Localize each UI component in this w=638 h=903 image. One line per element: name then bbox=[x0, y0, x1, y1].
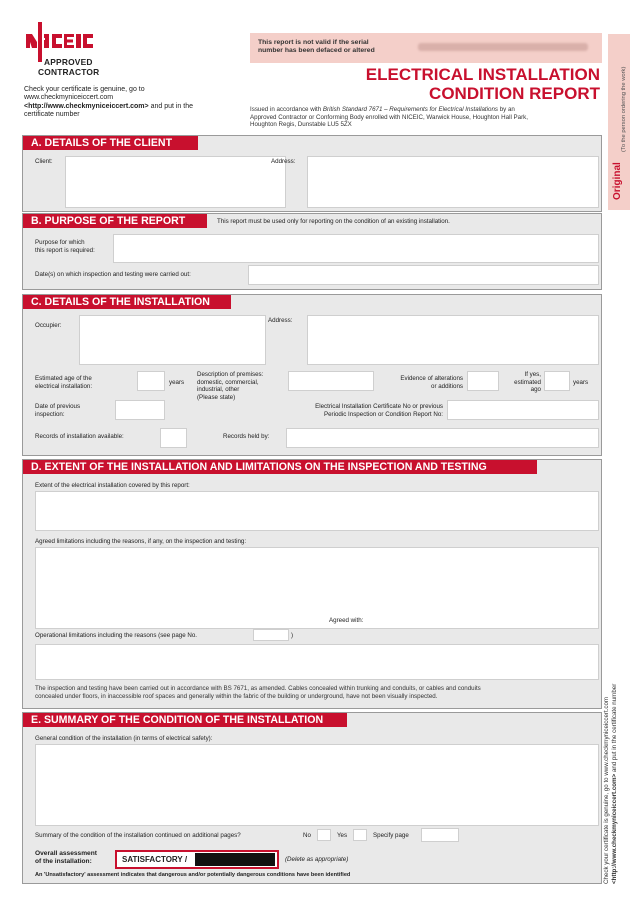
overall-assessment-label bbox=[35, 850, 97, 866]
certificate-number-line1: Electrical Installation Certificate No or previous bbox=[315, 403, 443, 410]
installation-address-label: Address: bbox=[268, 317, 293, 324]
serial-notice-line1: This report is not valid if the serial bbox=[258, 39, 369, 46]
installation-address-field[interactable] bbox=[307, 315, 599, 365]
premises-description-label bbox=[197, 371, 263, 401]
genuine-check-line2: www.checkmyniceiccert.com bbox=[24, 94, 114, 102]
overall-assessment-line2: of the installation: bbox=[35, 858, 92, 865]
age-label bbox=[35, 375, 92, 390]
alterations-field[interactable] bbox=[467, 371, 499, 391]
agreed-limitations-label: Agreed limitations including the reasons, if any, on the inspection and testing: bbox=[35, 538, 247, 545]
side-check-link[interactable]: <http://www.checkmyniceiccert.com> bbox=[610, 773, 618, 884]
alterations-age-field[interactable] bbox=[544, 371, 570, 391]
client-address-label: Address: bbox=[271, 158, 296, 165]
age-label-line2: electrical installation: bbox=[35, 382, 93, 390]
alterations-years-label: years bbox=[573, 379, 589, 386]
section-extent bbox=[22, 459, 602, 709]
inspection-statement bbox=[35, 685, 601, 700]
assessment-field[interactable] bbox=[115, 850, 279, 869]
purpose-note: This report must be used only for reporting on the condition of an existing installation. bbox=[217, 218, 450, 225]
inspection-statement-line1: The inspection and testing have been carried out in accordance with BS 7671, as amended. Cables concealed within trunking and conduits, or cables and conduits bbox=[35, 685, 481, 692]
previous-inspection-line1: Date of previous bbox=[35, 403, 81, 410]
section-purpose-header: B. PURPOSE OF THE REPORT bbox=[23, 214, 207, 228]
specify-page-field[interactable] bbox=[421, 828, 459, 842]
genuine-check-text bbox=[24, 86, 234, 120]
extent-field[interactable] bbox=[35, 491, 599, 531]
client-field[interactable] bbox=[65, 156, 286, 208]
age-years-label: years bbox=[169, 379, 185, 386]
extent-label: Extent of the electrical installation covered by this report: bbox=[35, 482, 190, 489]
unsatisfactory-redacted bbox=[195, 853, 275, 866]
genuine-check-link[interactable]: <http://www.checkmyniceiccert.com> bbox=[24, 102, 149, 110]
issued-statement bbox=[250, 106, 602, 129]
previous-inspection-line2: inspection: bbox=[35, 410, 65, 418]
premises-description-line2: domestic, commercial, bbox=[197, 378, 259, 386]
genuine-check-line4: certificate number bbox=[24, 111, 80, 119]
records-available-label: Records of installation available: bbox=[35, 433, 124, 440]
issued-line2: Approved Contractor or Conforming Body enrolled with NICEIC, Warwick House, Houghton Hall Park, bbox=[250, 113, 528, 121]
alterations-age-line2: estimated bbox=[514, 378, 541, 386]
serial-notice-line2: number has been defaced or altered bbox=[258, 47, 375, 54]
purpose-label-line1: Purpose for which bbox=[35, 239, 85, 246]
premises-description-line4: (Please state) bbox=[197, 393, 236, 401]
alterations-age-label bbox=[499, 371, 541, 394]
title-line2: CONDITION REPORT bbox=[429, 84, 600, 103]
occupier-field[interactable] bbox=[79, 315, 266, 365]
alterations-label-line1: Evidence of alterations bbox=[400, 375, 463, 382]
section-client-header: A. DETAILS OF THE CLIENT bbox=[23, 136, 198, 150]
agreed-with-label: Agreed with: bbox=[329, 617, 364, 624]
specify-page-label: Specify page bbox=[373, 832, 409, 839]
continued-no-checkbox[interactable] bbox=[317, 829, 331, 841]
premises-description-line1: Description of premises: bbox=[197, 371, 264, 378]
niceic-logo bbox=[24, 22, 126, 62]
client-label: Client: bbox=[35, 158, 53, 165]
contractor-label: CONTRACTOR bbox=[38, 67, 100, 77]
purpose-field[interactable] bbox=[113, 234, 599, 263]
inspection-statement-line2: concealed under floors, in inaccessible roof spaces and generally within the fabric of the building or underground, have not been visually inspected. bbox=[35, 692, 438, 700]
operational-close-paren: ) bbox=[291, 632, 294, 639]
certificate-number-label bbox=[271, 403, 443, 418]
side-check-text bbox=[603, 684, 618, 884]
records-available-field[interactable] bbox=[160, 428, 187, 448]
side-check-line1: Check your certificate is genuine, go to www.checkmyniceiccert.com bbox=[603, 696, 610, 884]
records-held-label: Records held by: bbox=[223, 433, 270, 440]
delete-as-appropriate: (Delete as appropriate) bbox=[285, 856, 349, 863]
section-installation bbox=[22, 294, 602, 456]
alterations-age-line1: If yes, bbox=[524, 371, 541, 378]
original-note: (To the person ordering the work) bbox=[621, 66, 627, 152]
section-summary bbox=[22, 712, 602, 884]
premises-description-line3: industrial, other bbox=[197, 386, 240, 394]
original-sidebar bbox=[608, 34, 630, 210]
agreed-limitations-field[interactable] bbox=[35, 547, 599, 629]
alterations-age-line3: ago bbox=[530, 386, 541, 394]
certificate-number-field[interactable] bbox=[447, 400, 599, 420]
section-purpose bbox=[22, 213, 602, 290]
overall-assessment-line1: Overall assessment bbox=[35, 850, 97, 857]
purpose-label-line2: this report is required: bbox=[35, 246, 95, 254]
purpose-label bbox=[35, 239, 95, 254]
original-label: Original bbox=[612, 162, 623, 200]
general-condition-label: General condition of the installation (in terms of electrical safety): bbox=[35, 735, 213, 742]
general-condition-field[interactable] bbox=[35, 744, 599, 826]
inspection-dates-field[interactable] bbox=[248, 265, 599, 285]
age-field[interactable] bbox=[137, 371, 165, 391]
section-installation-header: C. DETAILS OF THE INSTALLATION bbox=[23, 295, 231, 309]
issued-line3: Houghton Regis, Dunstable LU5 5ZX bbox=[250, 121, 352, 129]
approved-label: APPROVED bbox=[44, 57, 93, 67]
continued-yes-label: Yes bbox=[337, 832, 348, 839]
client-address-field[interactable] bbox=[307, 156, 599, 208]
serial-notice-banner bbox=[250, 33, 602, 63]
unsatisfactory-warning: An 'Unsatisfactory' assessment indicates that dangerous and/or potentially dangerous conditions have been identified bbox=[35, 872, 351, 878]
records-held-field[interactable] bbox=[286, 428, 599, 448]
serial-number-blurred bbox=[418, 43, 588, 51]
issued-line1-b: by an bbox=[497, 106, 515, 113]
section-client bbox=[22, 135, 602, 212]
operational-limitations-label bbox=[35, 632, 197, 640]
serial-notice-text bbox=[258, 39, 375, 55]
certificate-number-line2: Periodic Inspection or Condition Report No: bbox=[323, 410, 443, 418]
genuine-check-line1: Check your certificate is genuine, go to bbox=[24, 86, 145, 93]
previous-inspection-label bbox=[35, 403, 80, 418]
operational-limitations-text: Operational limitations including the reasons (see page No. bbox=[35, 632, 197, 639]
issued-line1-italic: British Standard 7671 – Requirements for Electrical Installations bbox=[322, 106, 498, 113]
section-extent-header: D. EXTENT OF THE INSTALLATION AND LIMITATIONS ON THE INSPECTION AND TESTING bbox=[23, 460, 537, 474]
operational-limitations-field[interactable] bbox=[35, 644, 599, 680]
page-number-field[interactable] bbox=[253, 629, 289, 641]
title-line1: ELECTRICAL INSTALLATION bbox=[365, 65, 600, 84]
alterations-label-line2: or additions bbox=[431, 382, 463, 390]
continued-no-label: No bbox=[303, 832, 311, 839]
issued-line1-a: Issued in accordance with bbox=[250, 106, 323, 113]
section-summary-header: E. SUMMARY OF THE CONDITION OF THE INSTALLATION bbox=[23, 713, 347, 727]
continued-yes-checkbox[interactable] bbox=[353, 829, 367, 841]
occupier-label: Occupier: bbox=[35, 322, 62, 329]
age-label-line1: Estimated age of the bbox=[35, 375, 92, 382]
genuine-check-line3-rest: and put in the bbox=[148, 102, 193, 110]
inspection-dates-label: Date(s) on which inspection and testing were carried out: bbox=[35, 271, 191, 278]
previous-inspection-field[interactable] bbox=[115, 400, 165, 420]
side-check-line2-rest: and put in the certificate number bbox=[610, 683, 618, 774]
alterations-label bbox=[379, 375, 463, 390]
satisfactory-option[interactable]: SATISFACTORY / bbox=[122, 855, 188, 864]
premises-description-field[interactable] bbox=[288, 371, 374, 391]
continued-pages-label: Summary of the condition of the installation continued on additional pages? bbox=[35, 832, 241, 839]
